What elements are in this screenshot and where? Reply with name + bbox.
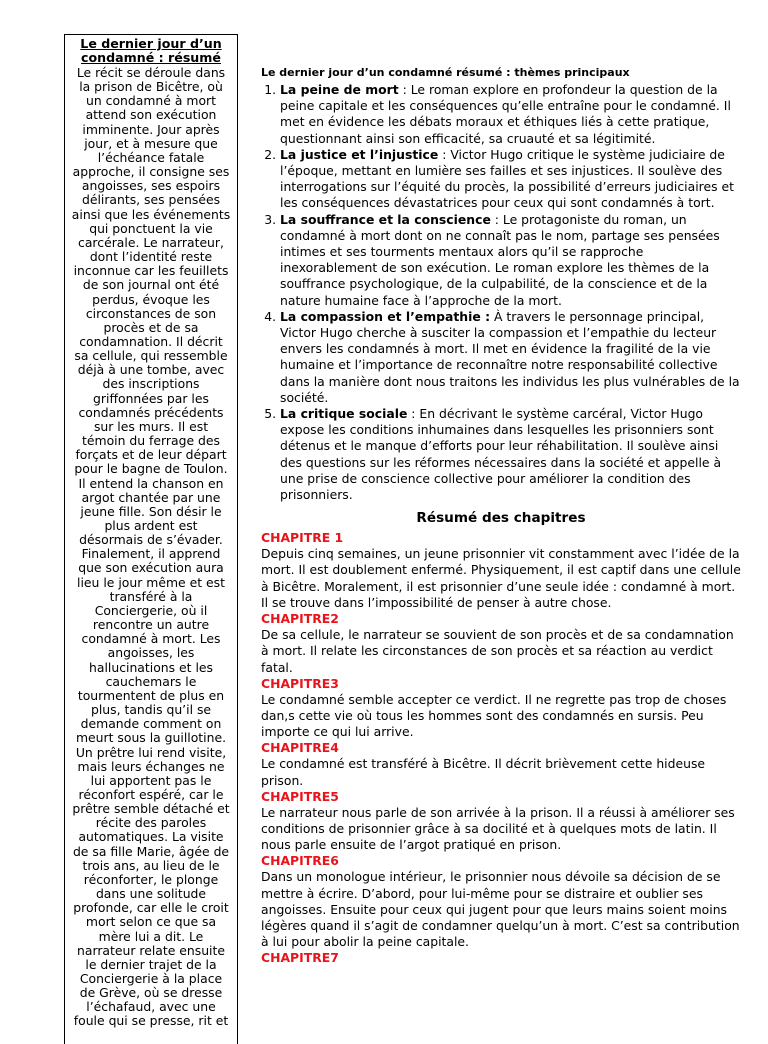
- chapter-text: Le condamné semble accepter ce verdict. Il ne regrette pas trop de choses dan,s cette vie où tous les hommes sont des condamnés en sursis. Peu importe ce qui lui arrive.: [261, 691, 727, 740]
- theme-title: La justice et l’injustice: [280, 146, 439, 162]
- theme-text: Victor Hugo critique le système judiciaire de l’époque, mettant en lumière ses failles et ses injustices. Il soulève des interrogations sur l’équité du procès, la possibilité d’erreurs judiciaires et les conséquences dévastatrices pour ceux qui sont condamnés à tort.: [280, 146, 734, 211]
- sidebar-title: Le dernier jour d’un condamné : résumé: [80, 36, 222, 65]
- theme-title: La souffrance et la conscience: [280, 211, 491, 227]
- theme-title: La compassion et l’empathie :: [280, 308, 491, 324]
- theme-separator: :: [407, 406, 420, 422]
- chapters-summary-title: Résumé des chapitres: [416, 510, 586, 527]
- chapter-heading: CHAPITRE7: [261, 950, 339, 966]
- theme-separator: :: [398, 82, 411, 97]
- theme-item: [280, 212, 741, 309]
- chapter-text: Depuis cinq semaines, un jeune prisonnier vit constamment avec l’idée de la mort. Il est doublement enfermé. Physiquement, il est captif dans une cellule à Bicêtre. Moralement, il est prisonnier d’une seule idée : condamné à mort. Il se trouve dans l’impossibilité de penser à autre chose.: [261, 546, 741, 610]
- theme-item: [280, 82, 741, 147]
- chapter-heading: CHAPITRE4: [261, 740, 339, 756]
- chapter-heading: CHAPITRE2: [261, 611, 339, 627]
- themes-list: [261, 82, 741, 503]
- theme-text: Le roman explore en profondeur la question de la peine capitale et les conséquences qu’elle entraîne pour le condamné. Il met en évidence les débats moraux et éthiques liés à cette pratique, questionnant ainsi son efficacité, sa cruauté et sa légitimité.: [280, 82, 731, 146]
- theme-separator: :: [490, 211, 503, 227]
- summary-sidebar-box: [64, 34, 238, 1044]
- theme-text: Le protagoniste du roman, un condamné à mort dont on ne connaît pas le nom, partage ses pensées intimes et ses tourments mentaux alors qu’il se rapproche inexorablement de son exécution. Le roman explore les thèmes de la souffrance psychologique, de la culpabilité, de la conscience et de la nature humaine face à l’approche de la mort.: [280, 211, 720, 308]
- chapter-text: Le condamné est transféré à Bicêtre. Il décrit brièvement cette hideuse prison.: [261, 756, 706, 788]
- chapter-text: Le narrateur nous parle de son arrivée à la prison. Il a réussi à améliorer ses conditions de prisonnier grâce à sa docilité et à quelques mots de latin. Il nous parle ensuite de l’argot pratiqué en prison.: [261, 804, 735, 853]
- theme-separator: :: [438, 146, 451, 162]
- chapter-heading: CHAPITRE 1: [261, 530, 344, 546]
- theme-title: La critique sociale: [280, 406, 408, 422]
- theme-title: La peine de mort: [280, 82, 399, 97]
- chapter-heading: CHAPITRE5: [261, 788, 339, 804]
- themes-heading: Le dernier jour d’un condamné résumé : thèmes principaux: [261, 66, 630, 79]
- chapter-heading: CHAPITRE3: [261, 675, 339, 691]
- chapter-text: De sa cellule, le narrateur se souvient de son procès et de sa condamnation à mort. Il relate les circonstances de son procès et sa réaction au verdict fatal.: [261, 627, 734, 675]
- theme-text: En décrivant le système carcéral, Victor Hugo expose les conditions inhumaines dans lesquelles les prisonniers sont détenus et le manque d’efforts pour leur réhabilitation. Il soulève ainsi des questions sur les réformes nécessaires dans la société et appelle à une prise de conscience collective pour améliorer la condition des prisonniers.: [280, 406, 722, 503]
- chapter-heading: CHAPITRE6: [261, 853, 339, 869]
- main-content: [261, 66, 741, 966]
- chapter-text: Dans un monologue intérieur, le prisonnier nous dévoile sa décision de se mettre à écrire. D’abord, pour lui-même pour se distraire et oublier ses angoisses. Ensuite pour ceux qui jugent pour que leurs mains soient moins légères quand il s’agit de condamner quelqu’un à mort. C’est sa contribution à lui pour abolir la peine capitale.: [261, 869, 740, 950]
- theme-item: [280, 309, 741, 406]
- theme-text: À travers le personnage principal, Victor Hugo cherche à susciter la compassion et l’empathie du lecteur envers les condamnés à mort. Il met en évidence la fragilité de la vie humaine et l’importance de reconnaître notre responsabilité collective dans la manière dont nous traitons les individus les plus vulnérables de la société.: [280, 308, 740, 405]
- theme-item: [280, 147, 741, 212]
- sidebar-summary-text: Le récit se déroule dans la prison de Bicêtre, où un condamné à mort attend son exécution imminente. Jour après jour, et à mesure que l’échéance fatale approche, il consigne ses angoisses, ses espoirs délirants, ses pensées ainsi que les événements qui ponctuent la vie carcérale. Le narrateur, dont l’identité reste inconnue car les feuillets de son journal ont été perdus, évoque les circonstances de son procès et de sa condamnation. Il décrit sa cellule, qui ressemble déjà à une tombe, avec des inscriptions griffonnées par les condamnés précédents sur les murs. Il est témoin du ferrage des forçats et de leur départ pour le bagne de Toulon. Il entend la chanson en argot chantée par une jeune fille. Son désir le plus ardent est désormais de s’évader. Finalement, il apprend que son exécution aura lieu le jour même et est transféré à la Conciergerie, où il rencontre un autre condamné à mort. Les angoisses, les hallucinations et les cauchemars le tourmentent de plus en plus, tandis qu’il se demande comment on meurt sous la guillotine. Un prêtre lui rend visite, mais leurs échanges ne lui apportent pas le réconfort espéré, car le prêtre semble détaché et récite des paroles automatiques. La visite de sa fille Marie, âgée de trois ans, au lieu de le réconforter, le plonge dans une solitude profonde, car elle le croit mort selon ce que sa mère lui a dit. Le narrateur relate ensuite le dernier trajet de la Conciergerie à la place de Grève, où se dresse l’échafaud, avec une foule qui se presse, rit et: [71, 65, 231, 1029]
- theme-item: [280, 406, 741, 503]
